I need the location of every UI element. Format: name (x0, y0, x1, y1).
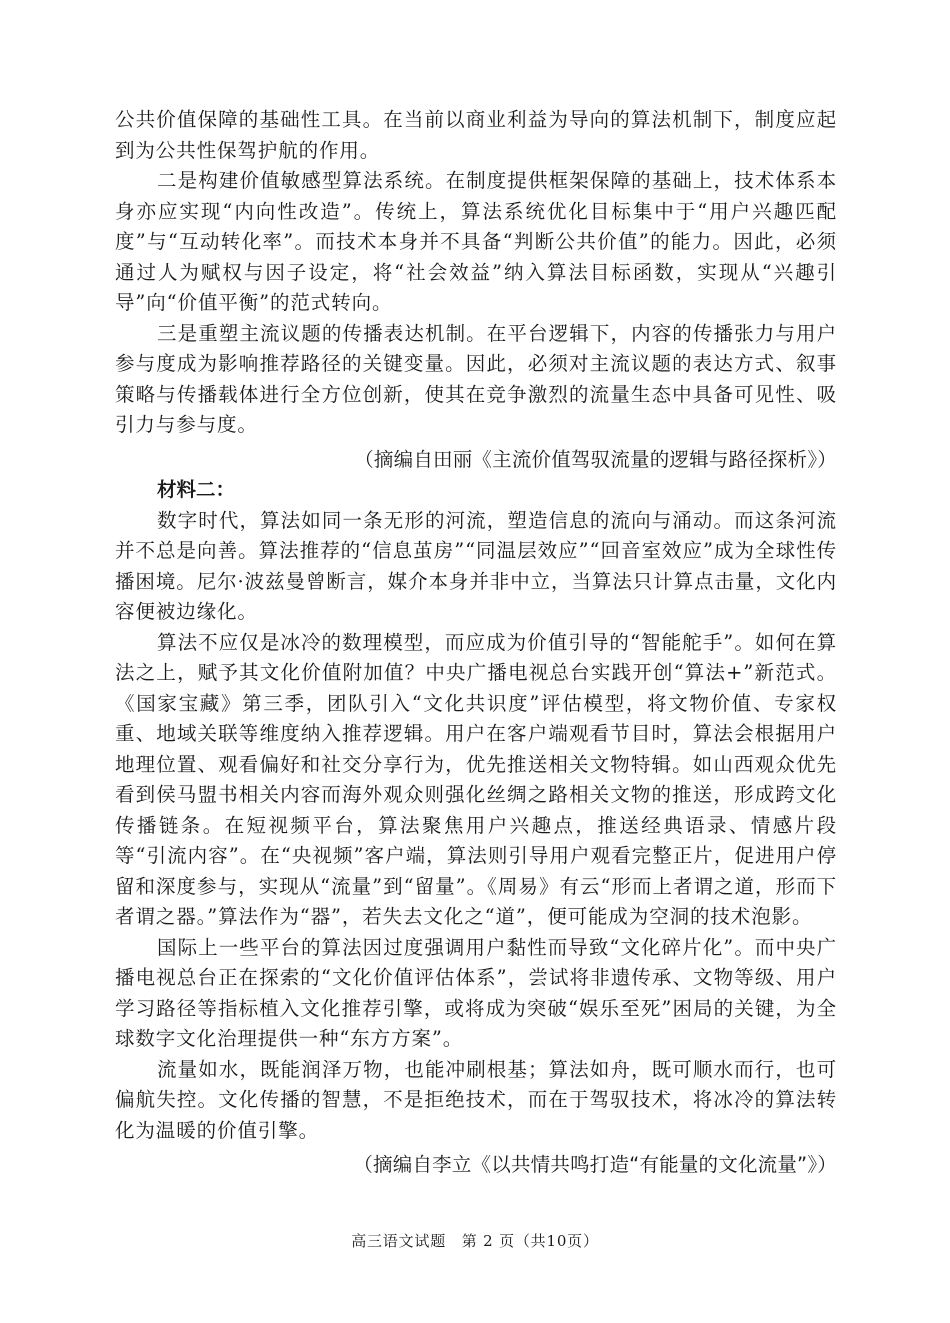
material-two-heading: 材料二： (157, 478, 236, 501)
paragraph-material2-2: 算法不应仅是冰冷的数理模型，而应成为价值引导的“智能舵手”。如何在算法之上，赋予其文化价值附加值？中央广播电视总台实践开创“算法+”新范式。《国家宝藏》第三季，团队引入“文化共识度”评估模型，将文物价值、专家权重、地域关联等维度纳入推荐逻辑。用户在客户端观看节目时，算法会根据用户地理位置、观看偏好和社交分享行为，优先推送相关文物特辑。如山西观众优先看到侯马盟书相关内容而海外观众则强化丝绸之路相关文物的推送，形成跨文化传播链条。在短视频平台，算法聚焦用户兴趣点，推送经典语录、情感片段等“引流内容”。在“央视频”客户端，算法则引导用户观看完整正片，促进用户停留和深度参与，实现从“流量”到“留量”。《周易》有云“形而上者谓之道，形而下者谓之器。”算法作为“器”，若失去文化之“道”，便可能成为空洞的技术泡影。 (115, 630, 837, 928)
paragraph-continuation: 公共价值保障的基础性工具。在当前以商业利益为导向的算法机制下，制度应起到为公共性保驾护航的作用。 (115, 108, 837, 162)
source-citation-2: （摘编自李立《以共情共鸣打造“有能量的文化流量”》） (353, 1153, 837, 1176)
page-footer: 高三语文试题 第 2 页（共10页） (351, 1232, 599, 1250)
paragraph-material2-4: 流量如水，既能润泽万物，也能冲刷根基；算法如舟，既可顺水而行，也可偏航失控。文化传播的智慧，不是拒绝技术，而在于驾驭技术，将冰冷的算法转化为温暖的价值引擎。 (115, 1057, 837, 1142)
source-citation-1: （摘编自田丽《主流价值驾驭流量的逻辑与路径探析》） (354, 447, 837, 471)
paragraph-point-two: 二是构建价值敏感型算法系统。在制度提供框架保障的基础上，技术体系本身亦应实现“内向性改造”。传统上，算法系统优化目标集中于“用户兴趣匹配度”与“互动转化率”。而技术本身并不具备“判断公共价值”的能力。因此，必须通过人为赋权与因子设定，将“社会效益”纳入算法目标函数，实现从“兴趣引导”向“价值平衡”的范式转向。 (115, 169, 837, 314)
page-content (115, 105, 837, 1181)
paragraph-material2-1: 数字时代，算法如同一条无形的河流，塑造信息的流向与涌动。而这条河流并不总是向善。算法推荐的“信息茧房”“同温层效应”“回音室效应”成为全球性传播困境。尼尔·波兹曼曾断言，媒介本身并非中立，当算法只计算点击量，文化内容便被边缘化。 (115, 508, 837, 623)
paragraph-material2-3: 国际上一些平台的算法因过度强调用户黏性而导致“文化碎片化”。而中央广播电视总台正在探索的“文化价值评估体系”，尝试将非遗传承、文物等级、用户学习路径等指标植入文化推荐引擎，或将成为突破“娱乐至死”困局的关键，为全球数字文化治理提供一种“东方方案”。 (115, 935, 837, 1050)
paragraph-point-three: 三是重塑主流议题的传播表达机制。在平台逻辑下，内容的传播张力与用户参与度成为影响推荐路径的关键变量。因此，必须对主流议题的表达方式、叙事策略与传播载体进行全方位创新，使其在竞争激烈的流量生态中具备可见性、吸引力与参与度。 (115, 321, 837, 436)
